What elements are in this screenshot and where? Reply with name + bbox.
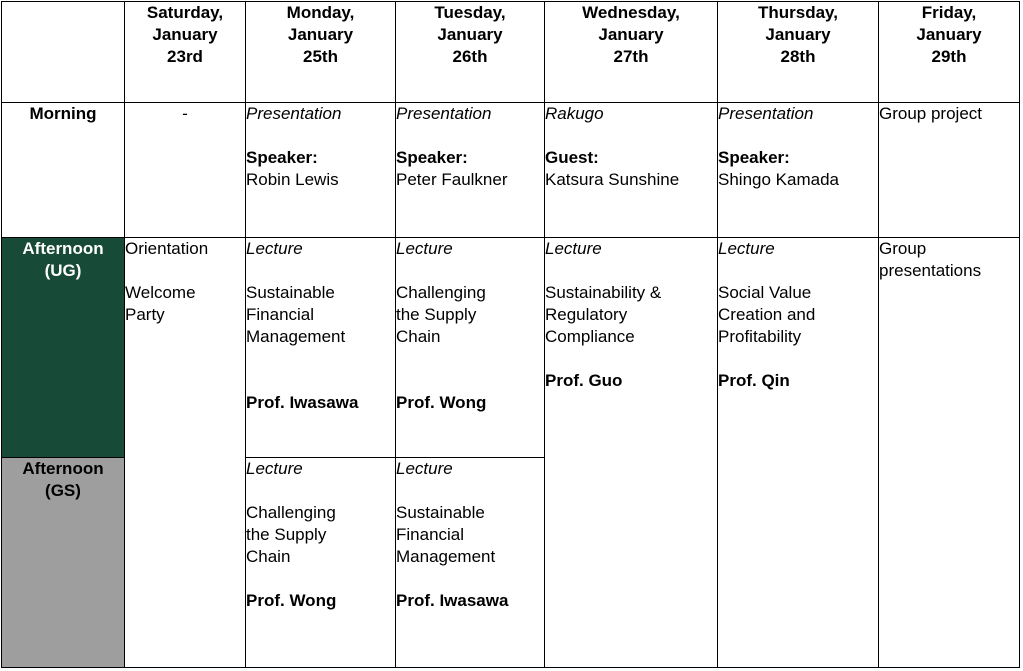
day-header-line: January (287, 25, 354, 44)
lecture-title-line: Financial (396, 524, 465, 544)
guest-name: Katsura Sunshine (545, 170, 680, 190)
lecture-title-line: Sustainable (246, 283, 335, 303)
speaker-label: Speaker: (396, 148, 468, 168)
afternoon-ug-monday-cell (246, 238, 396, 457)
lecture-title-line: Regulatory (545, 305, 628, 325)
row-label-afternoon-gs (2, 457, 125, 667)
speaker-label: Speaker: (246, 148, 318, 168)
morning-monday-cell (246, 103, 396, 238)
day-header-line: Friday, (921, 3, 977, 22)
day-header-line: January (765, 25, 831, 44)
day-header-line: 25th (303, 47, 338, 66)
lecture-title-line: the Supply (396, 305, 477, 325)
day-header-thursday (718, 2, 879, 103)
day-header-line: January (916, 25, 982, 44)
day-header-wednesday (545, 2, 718, 103)
lecture-title-line: Creation and (718, 305, 816, 325)
day-header-line: Saturday, (146, 3, 224, 22)
afternoon-gs-monday-cell (246, 457, 396, 667)
session-type: Lecture (246, 239, 303, 259)
lecture-title-line: Challenging (396, 283, 486, 303)
day-header-line: January (437, 25, 503, 44)
morning-saturday-cell: - (125, 103, 246, 238)
day-header-line: Wednesday, (582, 3, 680, 22)
row-label-line: (GS) (45, 480, 81, 500)
lecture-title-line: Challenging (246, 502, 336, 522)
session-type: Presentation (246, 104, 342, 124)
day-header-line: 27th (613, 47, 649, 66)
spacer (718, 348, 878, 370)
professor-name: Prof. Iwasawa (246, 393, 359, 413)
speaker-name: Shingo Kamada (718, 170, 839, 190)
day-header-line: Tuesday, (434, 3, 506, 22)
speaker-name: Robin Lewis (246, 170, 339, 190)
session-type: Rakugo (545, 104, 604, 124)
morning-friday-cell: Group project (879, 103, 1020, 238)
session-type: Lecture (396, 458, 453, 478)
morning-thursday-cell (718, 103, 879, 238)
day-header-line: January (598, 25, 664, 44)
corner-cell (2, 2, 125, 103)
professor-name: Prof. Qin (718, 371, 790, 391)
lecture-title-line: Management (246, 327, 346, 347)
lecture-title-line: the Supply (246, 524, 327, 544)
row-label-line: Afternoon (22, 458, 104, 478)
spacer (246, 568, 395, 590)
row-label-afternoon-ug (2, 238, 125, 457)
afternoon-saturday-cell (125, 238, 246, 668)
session-type: Lecture (246, 458, 303, 478)
speaker-label: Speaker: (718, 148, 790, 168)
speaker-name: Peter Faulkner (396, 170, 508, 190)
afternoon-gs-tuesday-cell (396, 457, 545, 667)
afternoon-wednesday-cell (545, 238, 718, 668)
orientation-text: Orientation (125, 239, 209, 259)
morning-wednesday-cell (545, 103, 718, 238)
spacer (246, 348, 395, 392)
afternoon-friday-cell (879, 238, 1020, 668)
day-header-line: Thursday, (758, 3, 838, 22)
lecture-title-line: Chain (246, 546, 291, 566)
spacer (396, 568, 544, 590)
header-row (2, 2, 1020, 103)
day-header-line: 28th (780, 47, 816, 66)
afternoon-ug-row (2, 238, 1020, 457)
session-type: Presentation (718, 104, 814, 124)
session-type: Lecture (545, 239, 602, 259)
spacer (125, 260, 245, 282)
row-label-morning: Morning (2, 103, 125, 238)
professor-name: Prof. Guo (545, 371, 623, 391)
day-header-monday (246, 2, 396, 103)
session-type: Lecture (718, 239, 775, 259)
row-label-line: (UG) (44, 261, 82, 281)
afternoon-ug-tuesday-cell (396, 238, 545, 457)
day-header-saturday (125, 2, 246, 103)
schedule-table (1, 1, 1020, 668)
lecture-title-line: Compliance (545, 327, 635, 347)
lecture-title-line: Chain (396, 327, 441, 347)
group-presentations-text: presentations (879, 261, 982, 281)
session-type: Lecture (396, 239, 453, 259)
welcome-party-text: Party (125, 305, 165, 325)
day-header-line: Monday, (286, 3, 355, 22)
welcome-party-text: Welcome (125, 283, 196, 303)
day-header-tuesday (396, 2, 545, 103)
group-presentations-text: Group (879, 239, 927, 259)
day-header-line: 23rd (167, 47, 203, 66)
lecture-title-line: Management (396, 546, 496, 566)
lecture-title-line: Sustainability & (545, 283, 662, 303)
morning-tuesday-cell (396, 103, 545, 238)
professor-name: Prof. Wong (396, 393, 487, 413)
day-header-friday (879, 2, 1020, 103)
spacer (396, 348, 544, 392)
day-header-line: January (152, 25, 218, 44)
lecture-title-line: Sustainable (396, 502, 485, 522)
lecture-title-line: Social Value (718, 283, 812, 303)
day-header-line: 26th (452, 47, 488, 66)
day-header-line: 29th (931, 47, 967, 66)
lecture-title-line: Financial (246, 305, 315, 325)
lecture-title-line: Profitability (718, 327, 802, 347)
professor-name: Prof. Iwasawa (396, 590, 509, 610)
session-type: Presentation (396, 104, 492, 124)
guest-label: Guest: (545, 148, 599, 168)
professor-name: Prof. Wong (246, 590, 337, 610)
morning-row (2, 103, 1020, 238)
spacer (545, 348, 717, 370)
afternoon-thursday-cell (718, 238, 879, 668)
row-label-line: Afternoon (22, 239, 104, 259)
